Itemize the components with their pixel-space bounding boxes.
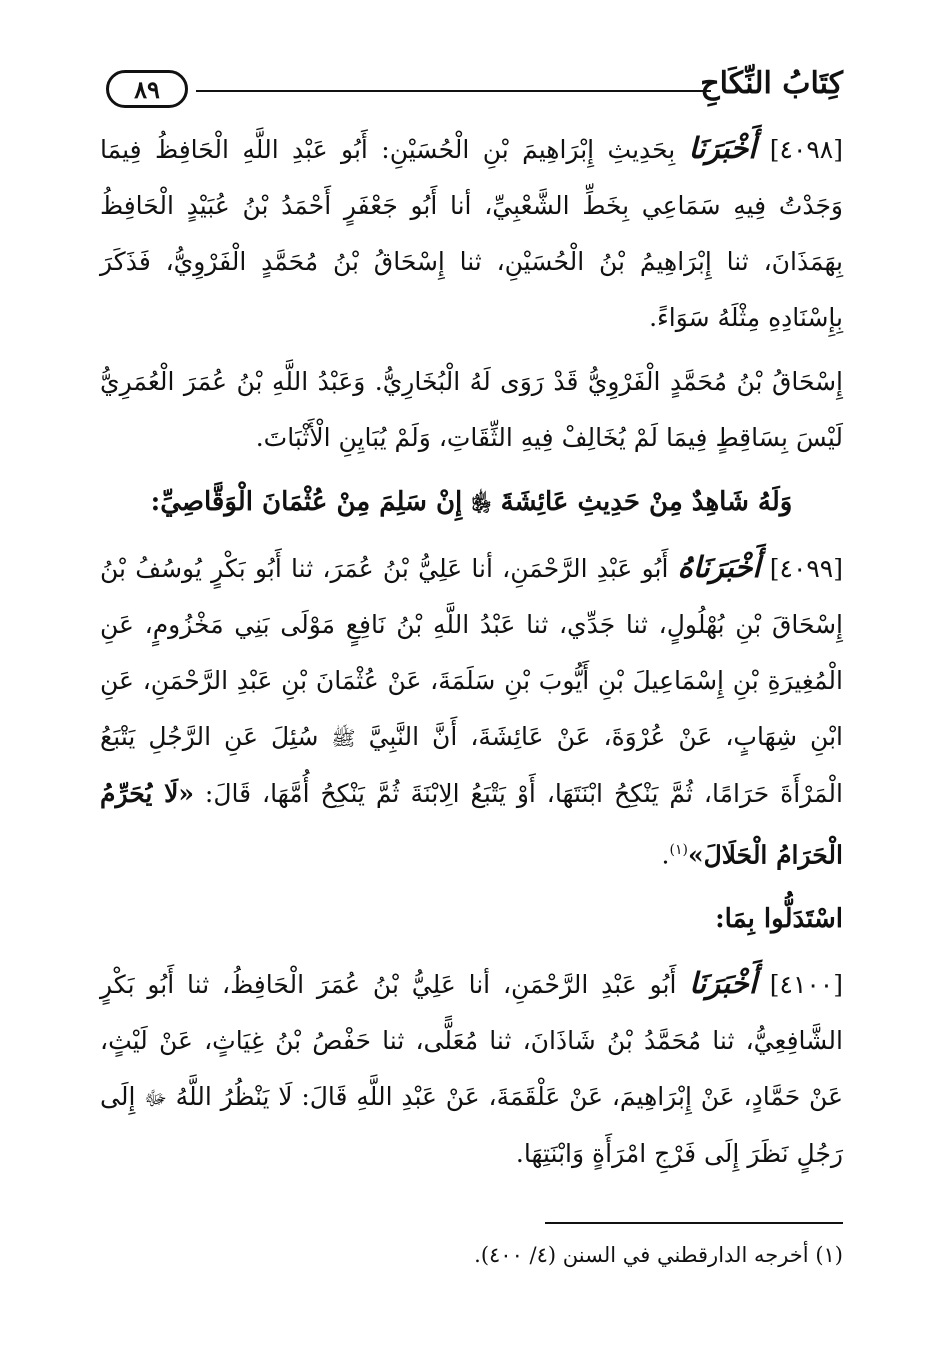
hadith-text-a: أَبُو عَبْدِ الرَّحْمَنِ، أنا عَلِيُّ بْنُ عُمَرَ الْحَافِظُ، ثنا أَبُو بَكْرٍ الشَّافِعِيُّ، ثنا مُحَمَّدُ بْنُ شَاذَانَ، ثنا مُعَلًّى، ثنا حَفْصُ بْنُ غِيَاثٍ، عَنْ لَيْثٍ، عَنْ حَمَّادٍ، عَنْ إِبْرَاهِيمَ، عَنْ عَلْقَمَةَ، عَنْ عَبْدِ اللَّهِ قَالَ: لَا يَنْظُرُ اللَّهُ: [100, 970, 843, 1112]
main-text: [100, 120, 843, 1190]
akhbarana-lead: أَخْبَرَنَا: [689, 966, 757, 1001]
hadith-number: [٤١٠٠]: [769, 970, 843, 1000]
hadith-number: [٤٠٩٨]: [769, 135, 843, 164]
hadith-4098: [100, 120, 843, 346]
commentary-text: إِسْحَاقُ بْنُ مُحَمَّدٍ الْفَرْوِيُّ قَدْ رَوَى لَهُ الْبُخَارِيُّ. وَعَبْدُ اللَّهِ بْنُ عُمَرَ الْعُمَرِيُّ لَيْسَ بِسَاقِطٍ فِيمَا لَمْ يُخَالِفْ فِيهِ الثِّقَاتِ، وَلَمْ يُبَايِنِ الْأَثْبَاتَ.: [100, 367, 843, 452]
salawat-glyph: ﷺ: [331, 726, 356, 750]
section-heading-witness: [100, 474, 843, 531]
footnote: [100, 1238, 843, 1272]
heading-text-b: إِنْ سَلِمَ مِنْ عُثْمَانَ الْوَقَّاصِيِّ:: [150, 487, 463, 517]
header-rule: [196, 90, 711, 92]
hadith-text-b: سُئِلَ عَنِ الرَّجُلِ يَتْبَعُ الْمَرْأَةَ حَرَامًا، ثُمَّ يَنْكِحُ ابْنَتَهَا، أَوْ يَتْبَعُ الِابْنَةَ ثُمَّ يَنْكِحُ أُمَّهَا، قَالَ:: [100, 722, 843, 808]
prophetic-quote: «لَا يُحَرِّمُ الْحَرَامُ الْحَلَالَ»: [100, 779, 843, 870]
hadith-4099: [٤٠٩٩] أَخْبَرَنَاهُ أَبُو عَبْدِ الرَّحْمَنِ، أنا عَلِيُّ بْنُ عُمَرَ، ثنا أَبُو بَكْرٍ يُوسُفُ بْنُ إِسْحَاقَ بْنِ بُهْلُولٍ، ثنا جَدِّي، ثنا عَبْدُ اللَّهِ بْنُ نَافِعٍ مَوْلَى بَنِي مَخْزُومٍ، عَنِ الْمُغِيرَةِ بْنِ إِسْمَاعِيلَ بْنِ أَيُّوبَ بْنِ سَلَمَةَ، عَنْ عُثْمَانَ بْنِ عَبْدِ الرَّحْمَنِ، عَنِ ابْنِ شِهَابٍ، عَنْ عُرْوَةَ، عَنْ عَائِشَةَ، أَنَّ النَّبِيَّ ﷺ سُئِلَ عَنِ الرَّجُلِ يَتْبَعُ الْمَرْأَةَ حَرَامًا، ثُمَّ يَنْكِحُ ابْنَتَهَا، أَوْ يَتْبَعُ الِابْنَةَ ثُمَّ يَنْكِحُ أُمَّهَا، قَالَ: «لَا يُحَرِّمُ الْحَرَامُ الْحَلَالَ»$^{(١)}$.: [100, 550, 843, 870]
heading-text-a: وَلَهُ شَاهِدٌ مِنْ حَدِيثِ عَائِشَةَ: [500, 487, 793, 517]
hadith-4100: [100, 955, 843, 1182]
hadith-number: [٤٠٩٩]: [769, 554, 843, 583]
commentary-paragraph: [100, 354, 843, 466]
footnote-text: أخرجه الدارقطني في السنن (٤/ ٤٠٠).: [474, 1243, 809, 1267]
heading-text: اسْتَدَلُّوا بِمَا:: [715, 904, 843, 935]
footnote-marker: (١): [815, 1243, 843, 1267]
footnote-separator: [545, 1222, 843, 1224]
page-number: ٨٩: [106, 70, 188, 108]
book-title: كِتَابُ النِّكَاحِ: [700, 66, 843, 101]
hadith-text-a: أَبُو عَبْدِ الرَّحْمَنِ، أنا عَلِيُّ بْنُ عُمَرَ، ثنا أَبُو بَكْرٍ يُوسُفُ بْنُ إِسْحَاقَ بْنِ بُهْلُولٍ، ثنا جَدِّي، ثنا عَبْدُ اللَّهِ بْنُ نَافِعٍ مَوْلَى بَنِي مَخْزُومٍ، عَنِ الْمُغِيرَةِ بْنِ إِسْمَاعِيلَ بْنِ أَيُّوبَ بْنِ سَلَمَةَ، عَنْ عُثْمَانَ بْنِ عَبْدِ الرَّحْمَنِ، عَنِ ابْنِ شِهَابٍ، عَنْ عُرْوَةَ، عَنْ عَائِشَةَ، أَنَّ النَّبِيَّ: [100, 554, 843, 751]
honorific-glyph: ﵂: [471, 491, 492, 515]
akhbarana-lead: أَخْبَرَنَاهُ: [677, 550, 761, 584]
footnote-ref[interactable]: (١): [669, 842, 688, 858]
akhbarana-lead: أَخْبَرَنَا: [688, 131, 757, 165]
hadith-text: بِحَدِيثِ إِبْرَاهِيمَ بْنِ الْحُسَيْنِ: أَبُو عَبْدِ اللَّهِ الْحَافِظُ فِيمَا وَجَدْتُ فِيهِ سَمَاعِي بِخَطِّ الشَّعْبِيِّ، أنا أَبُو جَعْفَرٍ أَحْمَدُ بْنُ عُبَيْدٍ الْحَافِظُ بِهَمَذَانَ، ثنا إِبْرَاهِيمُ بْنُ الْحُسَيْنِ، ثنا إِسْحَاقُ بْنُ مُحَمَّدٍ الْفَرْوِيُّ، فَذَكَرَ بِإِسْنَادِهِ مِثْلَهُ سَوَاءً.: [100, 135, 843, 332]
honorific-glyph: ﷻ: [144, 1086, 167, 1111]
section-heading-istadallu: [100, 891, 843, 947]
hadith-text-b: إِلَى رَجُلٍ نَظَرَ إِلَى فَرْجِ امْرَأَةٍ وَابْنَتِهَا.: [100, 1082, 843, 1169]
page-header: [100, 62, 843, 118]
